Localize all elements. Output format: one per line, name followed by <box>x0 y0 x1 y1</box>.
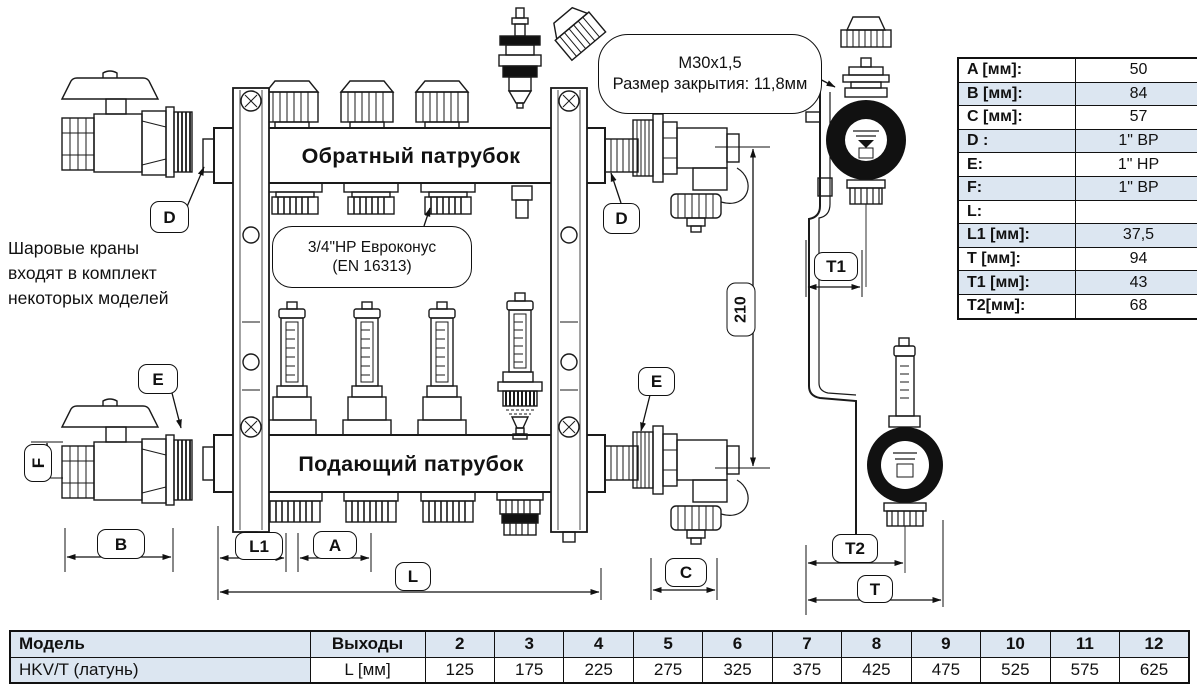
length-value: 275 <box>633 657 702 683</box>
spec-value: 1" ВР <box>1076 129 1197 153</box>
dim-label-d-right: D <box>603 203 640 234</box>
outputs-count: 10 <box>981 631 1050 657</box>
length-value: 575 <box>1050 657 1119 683</box>
model-table <box>9 630 1190 684</box>
table-row <box>958 82 1197 106</box>
flowmeter-valve-side <box>867 338 943 573</box>
air-vent-insert <box>499 8 541 108</box>
dim-label-210: 210 <box>727 283 756 337</box>
end-bracket-right <box>551 88 587 542</box>
dim-label-b: B <box>97 529 145 559</box>
model-table-header-row <box>10 631 1189 657</box>
outputs-count: 8 <box>842 631 911 657</box>
spec-table <box>957 57 1197 320</box>
outputs-count: 12 <box>1120 631 1189 657</box>
table-row <box>958 176 1197 200</box>
spec-label: A [мм]: <box>958 58 1076 82</box>
valve-caps <box>266 81 468 128</box>
table-row <box>958 200 1197 224</box>
thermo-valve-side <box>826 17 906 287</box>
length-value: 625 <box>1120 657 1189 683</box>
dim-label-d-left: D <box>150 201 189 233</box>
spec-label: L1 [мм]: <box>958 224 1076 248</box>
return-outlets <box>268 183 475 214</box>
dim-label-f: F <box>24 444 52 482</box>
spec-value: 50 <box>1076 58 1197 82</box>
m30-callout-line2: Размер закрытия: 11,8мм <box>612 75 808 93</box>
dim-label-t: T <box>857 575 893 603</box>
table-row <box>958 153 1197 177</box>
table-row <box>958 247 1197 271</box>
spec-label: B [мм]: <box>958 82 1076 106</box>
supply-outlets <box>268 492 543 535</box>
dim-label-a: A <box>313 531 357 559</box>
spec-label: T1 [мм]: <box>958 271 1076 295</box>
note-line-1: Шаровые краны <box>8 238 140 258</box>
euroconus-callout-line2: (EN 16313) <box>332 258 412 275</box>
flow-meter-exploded <box>498 293 542 439</box>
dim-label-e-right: E <box>638 367 675 396</box>
outputs-count: 3 <box>494 631 563 657</box>
dim-name: L [мм] <box>310 657 425 683</box>
spec-value: 68 <box>1076 294 1197 318</box>
length-value: 525 <box>981 657 1050 683</box>
note-line-2: входят в комплект <box>8 263 157 283</box>
spec-value: 37,5 <box>1076 224 1197 248</box>
end-bracket-left <box>233 88 269 542</box>
flow-meters <box>268 302 466 435</box>
spec-label: D : <box>958 129 1076 153</box>
length-value: 225 <box>564 657 633 683</box>
dim-label-e-left: E <box>138 364 178 394</box>
spec-value: 57 <box>1076 106 1197 130</box>
vent-port <box>512 186 532 218</box>
model-name: HKV/T (латунь) <box>10 657 310 683</box>
outputs-count: 6 <box>703 631 772 657</box>
tilted-cap <box>546 1 605 60</box>
m30-callout-line1: М30х1,5 <box>678 54 742 72</box>
supply-manifold-label: Подающий патрубок <box>298 451 524 476</box>
outputs-col-header: Выходы <box>310 631 425 657</box>
spec-value: 84 <box>1076 82 1197 106</box>
length-value: 425 <box>842 657 911 683</box>
outputs-count: 7 <box>772 631 841 657</box>
length-value: 325 <box>703 657 772 683</box>
dim-label-l: L <box>395 562 431 591</box>
spec-label: T [мм]: <box>958 247 1076 271</box>
table-row <box>958 271 1197 295</box>
spec-value: 43 <box>1076 271 1197 295</box>
outputs-count: 4 <box>564 631 633 657</box>
return-manifold-label: Обратный патрубок <box>301 143 521 168</box>
table-row <box>958 106 1197 130</box>
drain-valve-bottom <box>633 426 748 544</box>
model-col-header: Модель <box>10 631 310 657</box>
ball-valve-bottom <box>62 399 192 505</box>
dim-label-t1: T1 <box>814 252 858 281</box>
dim-label-c: C <box>665 558 707 587</box>
spec-label: L: <box>958 200 1076 224</box>
length-value: 475 <box>911 657 980 683</box>
outputs-count: 5 <box>633 631 702 657</box>
spec-value: 94 <box>1076 247 1197 271</box>
euroconus-callout-line1: 3/4"НР Евроконус <box>307 239 437 256</box>
spec-label: C [мм]: <box>958 106 1076 130</box>
dim-label-l1: L1 <box>235 532 283 560</box>
m30-callout <box>598 34 822 114</box>
drain-valve-top <box>633 114 748 232</box>
model-table-data-row <box>10 657 1189 683</box>
ball-valves-note <box>8 236 169 311</box>
euroconus-callout <box>272 226 472 288</box>
table-row <box>958 294 1197 318</box>
length-value: 175 <box>494 657 563 683</box>
spec-label: T2[мм]: <box>958 294 1076 318</box>
table-row <box>958 224 1197 248</box>
outputs-count: 11 <box>1050 631 1119 657</box>
length-value: 125 <box>425 657 494 683</box>
spec-label: F: <box>958 176 1076 200</box>
length-value: 375 <box>772 657 841 683</box>
table-row <box>958 129 1197 153</box>
spec-value <box>1076 200 1197 224</box>
table-row <box>958 58 1197 82</box>
spec-value: 1" НР <box>1076 153 1197 177</box>
note-line-3: некоторых моделей <box>8 288 169 308</box>
dim-label-t2: T2 <box>832 534 878 563</box>
spec-label: E: <box>958 153 1076 177</box>
ball-valve-top <box>62 71 192 177</box>
spec-value: 1" ВР <box>1076 176 1197 200</box>
outputs-count: 2 <box>425 631 494 657</box>
outputs-count: 9 <box>911 631 980 657</box>
